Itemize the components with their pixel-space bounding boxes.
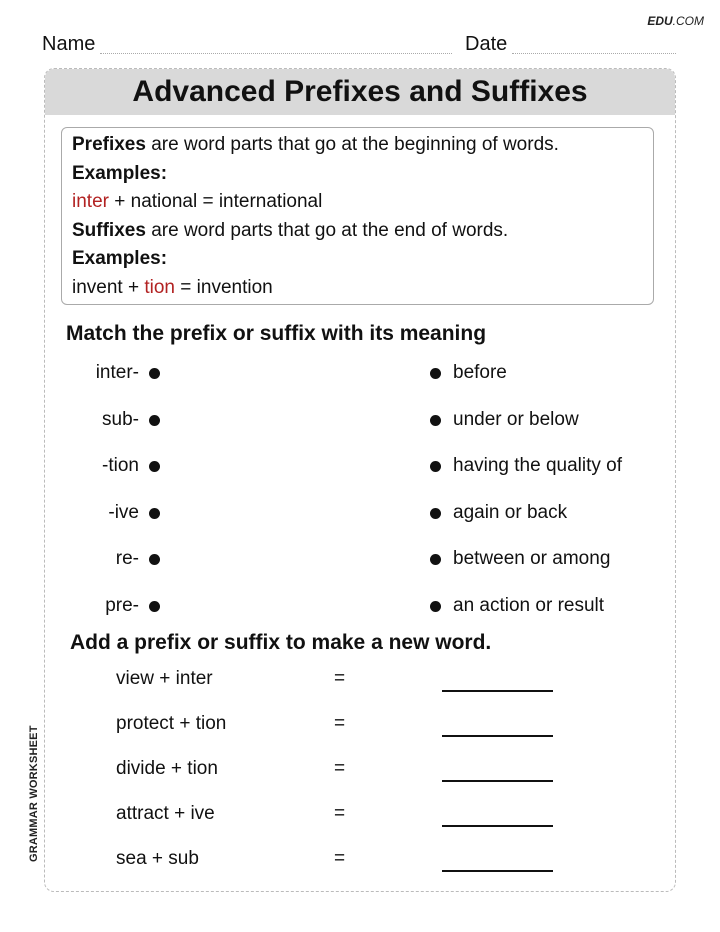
match-section-title: Match the prefix or suffix with its meaning xyxy=(66,322,487,345)
equals-sign: = xyxy=(334,668,346,689)
prefix-definition: Prefixes are word parts that go at the beginning of words. xyxy=(72,134,559,155)
match-dot[interactable] xyxy=(149,461,160,472)
match-right-item[interactable]: an action or result xyxy=(430,595,604,617)
answer-blank[interactable] xyxy=(442,870,553,872)
match-dot[interactable] xyxy=(149,601,160,612)
match-right-item[interactable]: between or among xyxy=(430,548,610,570)
exercise-row xyxy=(0,668,720,698)
match-dot[interactable] xyxy=(149,415,160,426)
date-line[interactable] xyxy=(512,53,676,54)
match-right-item[interactable]: under or below xyxy=(430,409,579,431)
exercise-expression: protect + tion xyxy=(116,713,227,734)
match-dot[interactable] xyxy=(149,554,160,565)
exercise-expression: attract + ive xyxy=(116,803,215,824)
match-dot[interactable] xyxy=(149,508,160,519)
match-left-item[interactable]: pre- xyxy=(105,595,160,617)
equals-sign: = xyxy=(334,713,346,734)
match-left-item[interactable]: re- xyxy=(116,548,160,570)
exercise-expression: sea + sub xyxy=(116,848,199,869)
name-label: Name xyxy=(42,33,96,55)
equals-sign: = xyxy=(334,848,346,869)
prefix-examples-label: Examples: xyxy=(72,162,168,184)
answer-blank[interactable] xyxy=(442,690,553,692)
prefix-example: inter + national = international xyxy=(72,191,323,212)
worksheet-title: Advanced Prefixes and Suffixes xyxy=(45,69,675,115)
match-left-item[interactable]: inter- xyxy=(96,362,160,384)
match-dot[interactable] xyxy=(430,368,441,379)
exercise-row xyxy=(0,848,720,878)
info-box xyxy=(61,127,654,305)
date-label: Date xyxy=(465,33,508,55)
side-label: GRAMMAR WORKSHEET xyxy=(28,725,40,862)
match-dot[interactable] xyxy=(430,554,441,565)
match-dot[interactable] xyxy=(149,368,160,379)
make-word-section-title: Add a prefix or suffix to make a new word. xyxy=(70,631,492,654)
exercise-row xyxy=(0,758,720,788)
match-left-item[interactable]: -tion xyxy=(102,455,160,477)
match-left-item[interactable]: -ive xyxy=(108,502,160,524)
exercise-row xyxy=(0,713,720,743)
match-dot[interactable] xyxy=(430,461,441,472)
brand-logo: EDU.COM xyxy=(647,14,704,28)
match-right-item[interactable]: having the quality of xyxy=(430,455,622,477)
answer-blank[interactable] xyxy=(442,825,553,827)
suffix-definition: Suffixes are word parts that go at the end of words. xyxy=(72,219,509,241)
match-left-item[interactable]: sub- xyxy=(102,409,160,431)
match-dot[interactable] xyxy=(430,601,441,612)
match-dot[interactable] xyxy=(430,415,441,426)
answer-blank[interactable] xyxy=(442,735,553,737)
equals-sign: = xyxy=(334,758,346,779)
suffix-example: invent + tion = invention xyxy=(72,276,273,298)
exercise-expression: divide + tion xyxy=(116,758,218,779)
exercise-row xyxy=(0,803,720,833)
exercise-expression: view + inter xyxy=(116,668,213,689)
equals-sign: = xyxy=(334,803,346,824)
match-right-item[interactable]: again or back xyxy=(430,502,567,524)
answer-blank[interactable] xyxy=(442,780,553,782)
suffix-examples-label: Examples: xyxy=(72,248,168,269)
match-right-item[interactable]: before xyxy=(430,362,507,384)
match-dot[interactable] xyxy=(430,508,441,519)
name-line[interactable] xyxy=(100,53,452,54)
